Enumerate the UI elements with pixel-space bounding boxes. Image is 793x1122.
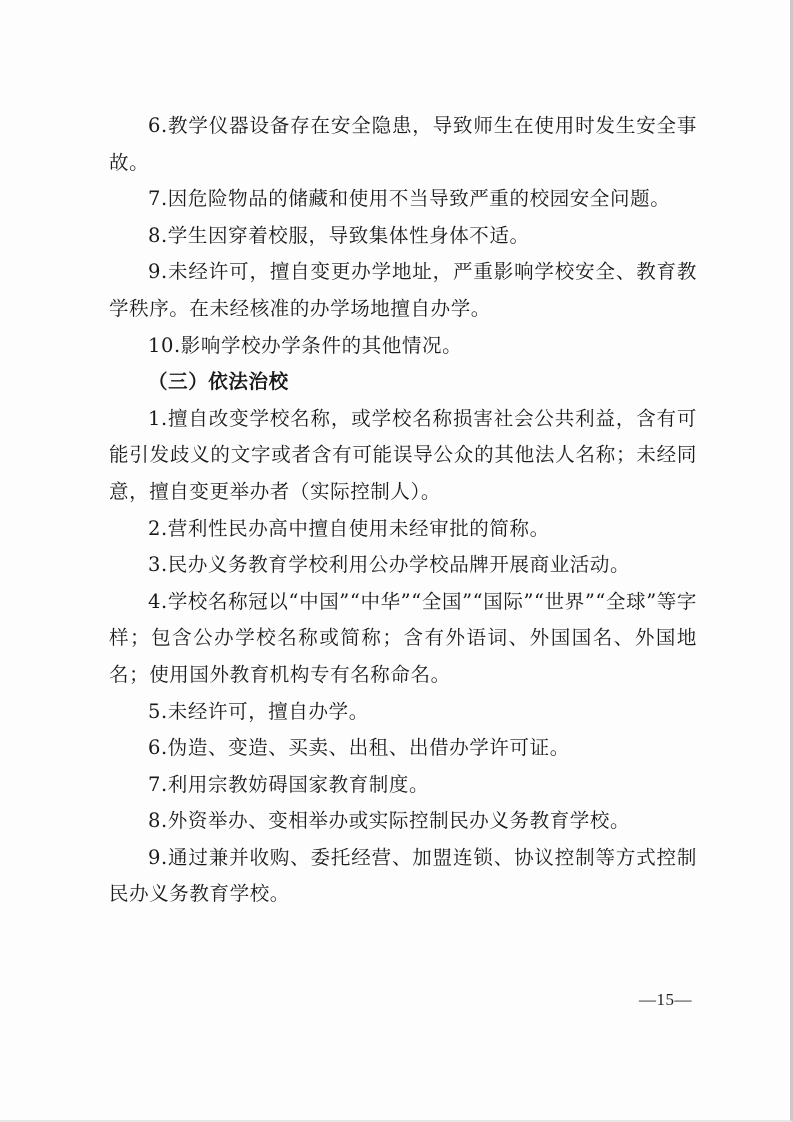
paragraph-item-9: 9.未经许可，擅自变更办学地址，严重影响学校安全、教育教学秩序。在未经核准的办学场地擅自办学。: [109, 260, 697, 320]
section-item-9: 9.通过兼并收购、委托经营、加盟连锁、协议控制等方式控制民办义务教育学校。: [109, 845, 697, 906]
section-item-4: 4.学校名称冠以“中国”“中华”“全国”“国际”“世界”“全球”等字样；包含公办学校名称或简称；含有外语词、外国国名、外国地名；使用国外教育机构专有名称命名。: [109, 589, 697, 686]
section-item-5: 5.未经许可，擅自办学。: [148, 699, 369, 723]
paragraph-item-8: 8.学生因穿着校服，导致集体性身体不适。: [148, 223, 530, 247]
section-item-3: 3.民办义务教育学校利用公办学校品牌开展商业活动。: [148, 553, 631, 577]
section-item-1: 1.擅自改变学校名称，或学校名称损害社会公共利益，含有可能引发歧义的文字或者含有可能误导公众的其他法人名称；未经同意，擅自变更举办者（实际控制人）。: [109, 406, 697, 503]
section-item-8: 8.外资举办、变相举办或实际控制民办义务教育学校。: [148, 809, 631, 833]
document-body: [109, 108, 697, 913]
paragraph-item-6: 6.教学仪器设备存在安全隐患，导致师生在使用时发生安全事故。: [109, 114, 697, 174]
paragraph-item-10: 10.影响学校办学条件的其他情况。: [148, 333, 463, 357]
section-heading: （三）依法治校: [148, 370, 289, 394]
page-number: —15—: [639, 990, 692, 1009]
section-item-2: 2.营利性民办高中擅自使用未经审批的简称。: [148, 516, 550, 540]
section-item-6: 6.伪造、变造、买卖、出租、出借办学许可证。: [148, 736, 570, 760]
section-item-7: 7.利用宗教妨碍国家教育制度。: [148, 772, 430, 796]
paragraph-item-7: 7.因危险物品的储藏和使用不当导致严重的校园安全问题。: [148, 187, 671, 211]
